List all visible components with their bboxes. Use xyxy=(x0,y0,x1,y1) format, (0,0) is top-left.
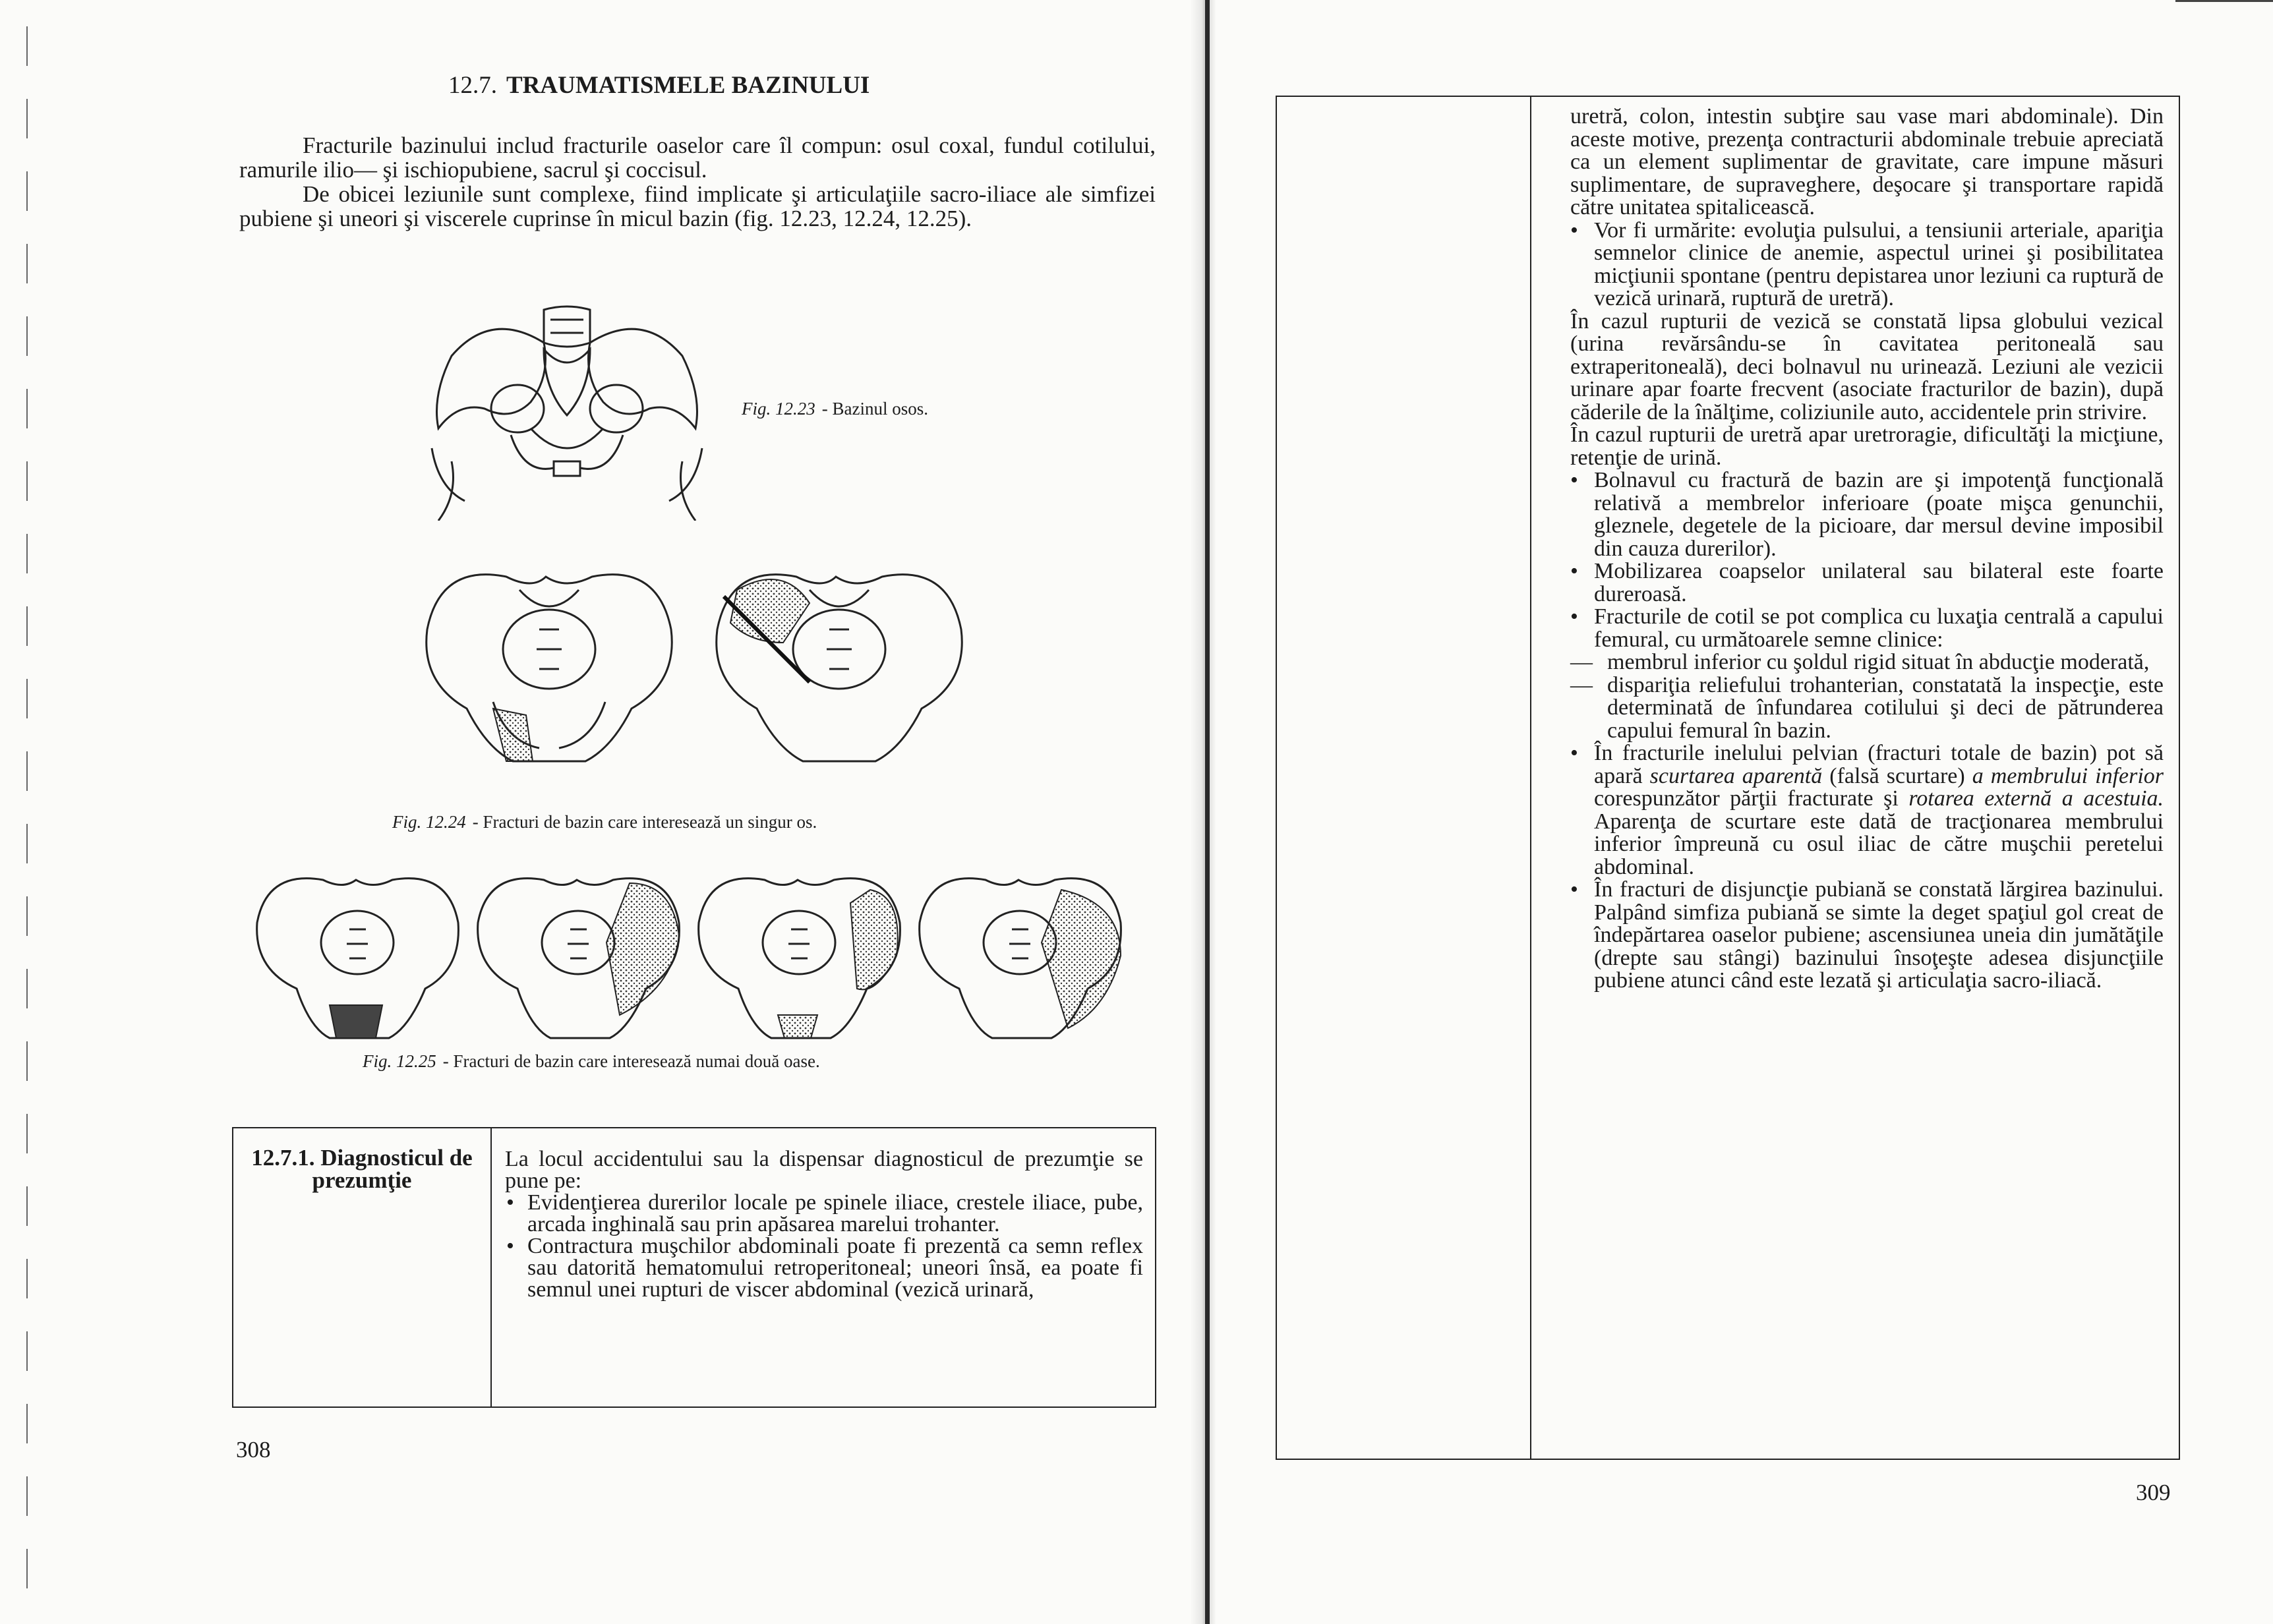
caption-fig-12-23: Fig. 12.23 - Bazinul osos. xyxy=(742,399,928,419)
section-title: TRAUMATISMELE BAZINULUI xyxy=(506,72,870,99)
dash-icon: — xyxy=(1570,650,1593,674)
table-column-divider xyxy=(1530,97,1531,1459)
figure-single-bone-fractures xyxy=(414,550,974,788)
intro-paragraph-1: Fracturile bazinului includ fracturile oaselor care îl compun: osul coxal, fundul cotilului, ramurile ilio— şi ischiopubiene, sacrul şi coccisul. xyxy=(239,132,1156,183)
caption-fig-12-24: Fig. 12.24 - Fracturi de bazin care interesează un singur os. xyxy=(392,812,817,832)
section-heading xyxy=(448,71,870,100)
page-number-right: 309 xyxy=(2136,1480,2171,1505)
continuation-text xyxy=(1570,105,2164,993)
diagnostic-list xyxy=(505,1192,1143,1300)
bullet-icon: • xyxy=(1570,604,1578,629)
page-number-left: 308 xyxy=(236,1437,271,1463)
dash-item: — membrul inferior cu şoldul rigid situat în abducţie moderată, xyxy=(1570,650,2150,674)
list-item: • Contractura muşchilor abdominali poate fi prezentă ca semn reflex sau datorită hematomului retroperitoneal; uneori însă, ea poate fi semnul unei rupturi de viscer abdominal (vezică urinară, xyxy=(506,1234,1143,1302)
bullet-icon: • xyxy=(1570,559,1578,583)
intro-paragraph-2: De obicei leziunile sunt complexe, fiind implicate şi articulaţiile sacro-iliace ale simfizei pubiene şi uneori şi viscerele cuprinse în micul bazin (fig. 12.23, 12.24, 12.25). xyxy=(239,181,1156,231)
figure-two-bone-fractures xyxy=(251,863,1140,1055)
list-item: • Bolnavul cu fractură de bazin are şi impotenţă funcţională relativă a membrelor inferioare (poate mişca genunchii, gleznele, degetele de la picioare, dar mersul devine imposibil din cauza durerilor). xyxy=(1570,468,2164,561)
list-item: • În fracturile inelului pelvian (fracturi totale de bazin) pot să apară scurtarea aparentă (falsă scurtare) a membrului inferior corespunzător părţii fracturate şi rotarea externă a acestuia. Aparenţa de scurtare este dată de tracţionarea membrului inferior împreună cu osul iliac de către muşchii peretelui abdominal. xyxy=(1570,741,2164,879)
table-column-divider xyxy=(490,1128,492,1406)
list-item: • În fracturi de disjuncţie pubiană se constată lărgirea bazinului. Palpând simfiza pubiană se simte la deget spaţiul gol creat de îndepărtarea oaselor pubiene; ascensiunea uneia din jumătăţile (drepte sau stângi) bazinului însoţeşte adesea disjuncţiile pubiene atunci când este lezată şi articulaţia sacro-iliacă. xyxy=(1570,877,2164,993)
diagnostic-heading: 12.7.1. Diagnosticul de prezumţie xyxy=(251,1145,473,1193)
list-item: • Vor fi urmărite: evoluţia pulsului, a tensiunii arteriale, apariţia semnelor clinice de anemie, aspectul urinei şi posibilitatea micţiunii spontane (pentru depistarea unor leziuni ca ruptură de vezică urinară, ruptură de uretră). xyxy=(1570,218,2164,310)
dash-icon: — xyxy=(1570,672,1593,697)
bullet-icon: • xyxy=(1570,741,1578,765)
dash-item: — dispariţia reliefului trohanterian, constatată la inspecţie, este determinată de înfundarea cotilului şi deci de pătrunderea capului femural în bazin. xyxy=(1570,672,2164,743)
list-item: • Fracturile de cotil se pot complica cu luxaţia centrală a capului femural, cu următoarele semne clinice: xyxy=(1570,604,2164,652)
book-spine xyxy=(1205,0,1210,1624)
paragraph-urethra-rupture: În cazul rupturii de uretră apar uretroragie, dificultăţi la micţiune, retenţie de urină. xyxy=(1570,422,2164,470)
caption-fig-12-25: Fig. 12.25 - Fracturi de bazin care interesează numai două oase. xyxy=(363,1051,820,1071)
single-bone-fracture-illustration xyxy=(414,550,974,788)
bullet-icon: • xyxy=(1570,468,1578,492)
bullet-icon: • xyxy=(506,1190,514,1215)
scan-edge-mark xyxy=(2175,0,2273,2)
figure-pelvis-bones xyxy=(412,303,722,521)
paragraph-bladder-rupture: În cazul rupturii de vezică se constată lipsa globului vezical (urina revărsându-se în cavitatea peritoneală sau extraperitoneală), deci bolnavul nu urinează. Leziuni ale vezicii urinare apar foarte frecvent (asociate fracturilor de bazin), după căderile de la înălţime, coliziunile auto, accidentele prin strivire. xyxy=(1570,308,2164,424)
list-item: • Mobilizarea coapselor unilateral sau bilateral este foarte dureroasă. xyxy=(1570,559,2164,606)
bullet-icon: • xyxy=(1570,218,1578,243)
continuation-paragraph: uretră, colon, intestin subţire sau vase mari abdominale). Din aceste motive, prezenţa contracturii abdominale trebuie apreciată ca un element suplimentar de gravitate, care impune măsuri suplimentare, de supraveghere, deşocare şi transportare rapidă către unitatea spitalicească. xyxy=(1570,104,2164,219)
two-bone-fracture-illustration xyxy=(251,863,1140,1055)
intro-text xyxy=(239,133,1156,231)
page-edge-marks xyxy=(26,26,28,1595)
diagnostic-body xyxy=(505,1148,1143,1300)
diagnostic-lead: La locul accidentului sau la dispensar diagnosticul de prezumţie se pune pe: xyxy=(505,1147,1143,1193)
bullet-icon: • xyxy=(506,1234,514,1258)
pelvis-illustration xyxy=(412,303,722,521)
bullet-icon: • xyxy=(1570,877,1578,902)
diagnostic-table xyxy=(232,1127,1156,1408)
spine-shadow xyxy=(1190,0,1216,1624)
section-number: 12.7. xyxy=(448,72,497,99)
list-item: • Evidenţierea durerilor locale pe spinele iliace, crestele iliace, pube, arcada inghinală sau prin apăsarea marelui trohanter. xyxy=(506,1190,1143,1236)
